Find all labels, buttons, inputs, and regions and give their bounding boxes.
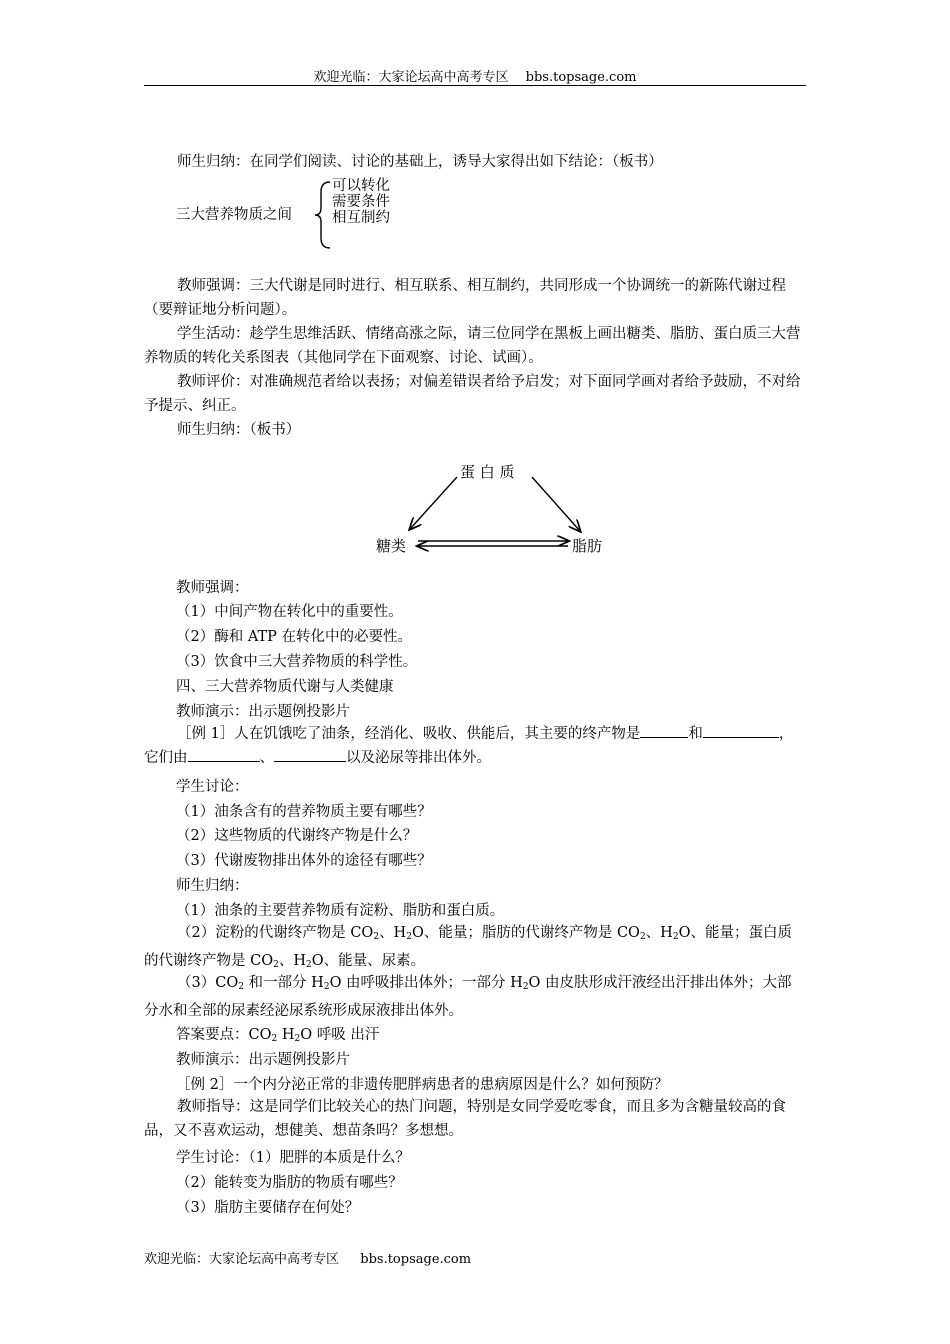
emphasis-item: （3）饮食中三大营养物质的科学性。 (176, 654, 418, 670)
example-1: ［例 1］人在饥饿吃了油条，经消化、吸收、供能后，其主要的终产物是 和 ，它们由 、 以及泌尿等排出体外。 (144, 726, 794, 766)
discussion-item: （3）脂肪主要储存在何处？ (176, 1200, 360, 1216)
answer-key: 答案要点：$CO_2$ $H_2O$ 呼吸 出汗 (176, 1027, 380, 1044)
para-summary-1: 师生归纳：在同学们阅读、讨论的基础上，诱导大家得出如下结论：（板书） (177, 154, 663, 170)
emphasis-item: （2）酶和 ATP 在转化中的必要性。 (176, 629, 413, 645)
para-summary-2: 师生归纳：（板书） (177, 422, 301, 438)
emphasis-title: 教师强调： (176, 580, 249, 596)
summary-item-2: （2）淀粉的代谢终产物是 $CO_2$、$H_2O$、能量；脂肪的代谢终产物是 $CO_2$、$H_2O$、能量；蛋白质的代谢终产物是 $CO_2$、$H_2O$、能量、尿素。 (144, 925, 792, 970)
brace-item: 可以转化 (332, 178, 390, 194)
page-footer: 欢迎光临：大家论坛高中高考专区 bbs.topsage.com (144, 1252, 472, 1267)
summary-title: 师生归纳： (176, 878, 249, 894)
label-fat: 脂肪 (572, 537, 603, 555)
discussion-title: 学生讨论： (176, 779, 249, 795)
teacher-guidance: 教师指导：这是同学们比较关心的热门问题，特别是女同学爱吃零食，而且多为含糖量较高的食品，又不喜欢运动，想健美、想苗条吗？多想想。 (144, 1099, 786, 1139)
para-activity: 学生活动：趁学生思维活跃、情绪高涨之际，请三位同学在黑板上画出糖类、脂肪、蛋白质三大营养物质的转化关系图表（其他同学在下面观察、讨论、试画）。 (144, 326, 801, 366)
summary-item-3: $(3)CO_2$ 和一部分 $H_2O$ 由呼吸排出体外；一部分 $H_2O$ 由皮肤形成汗液经出汗排出体外；大部分水和全部的尿素经泌尿系统形成尿液排出体外。 (144, 975, 792, 1019)
section-heading: 四、三大营养物质代谢与人类健康 (176, 679, 394, 695)
brace-items (332, 178, 390, 226)
brace-item: 需要条件 (332, 194, 390, 210)
curly-brace-icon (312, 180, 334, 250)
para-evaluation: 教师评价：对准确规范者给以表扬；对偏差错误者给予启发；对下面同学画对者给予鼓励，不对给予提示、纠正。 (144, 374, 801, 414)
page-header: 欢迎光临：大家论坛高中高考专区 bbs.topsage.com (313, 70, 637, 85)
discussion-item: （1）油条含有的营养物质主要有哪些？ (176, 804, 432, 820)
demo-line: 教师演示：出示题例投影片 (176, 1052, 350, 1068)
discussion-item: （2）能转变为脂肪的物质有哪些？ (176, 1175, 403, 1191)
para-emphasis: 教师强调：三大代谢是同时进行、相互联系、相互制约，共同形成一个协调统一的新陈代谢过程（要辩证地分析问题）。 (144, 278, 786, 318)
header-divider (144, 85, 806, 86)
brace-item: 相互制约 (332, 210, 390, 226)
arrow-protein-to-sugar (410, 477, 457, 529)
discussion-item: （3）代谢废物排出体外的途径有哪些？ (176, 853, 432, 869)
emphasis-item: （1）中间产物在转化中的重要性。 (176, 604, 403, 620)
arrow-protein-to-fat (532, 477, 580, 531)
label-protein: 蛋 白 质 (460, 463, 515, 481)
brace-label: 三大营养物质之间 (176, 207, 292, 223)
discussion-item: （2）这些物质的代谢终产物是什么？ (176, 828, 418, 844)
conversion-diagram (360, 455, 620, 565)
discussion-2: 学生讨论：（1）肥胖的本质是什么？ (176, 1150, 410, 1166)
example-2: ［例 2］一个内分泌正常的非遗传肥胖病患者的患病原因是什么？如何预防？ (176, 1077, 669, 1093)
label-sugar: 糖类 (376, 537, 407, 555)
demo-line: 教师演示：出示题例投影片 (176, 704, 350, 720)
summary-item: （1）油条的主要营养物质有淀粉、脂肪和蛋白质。 (176, 903, 505, 919)
